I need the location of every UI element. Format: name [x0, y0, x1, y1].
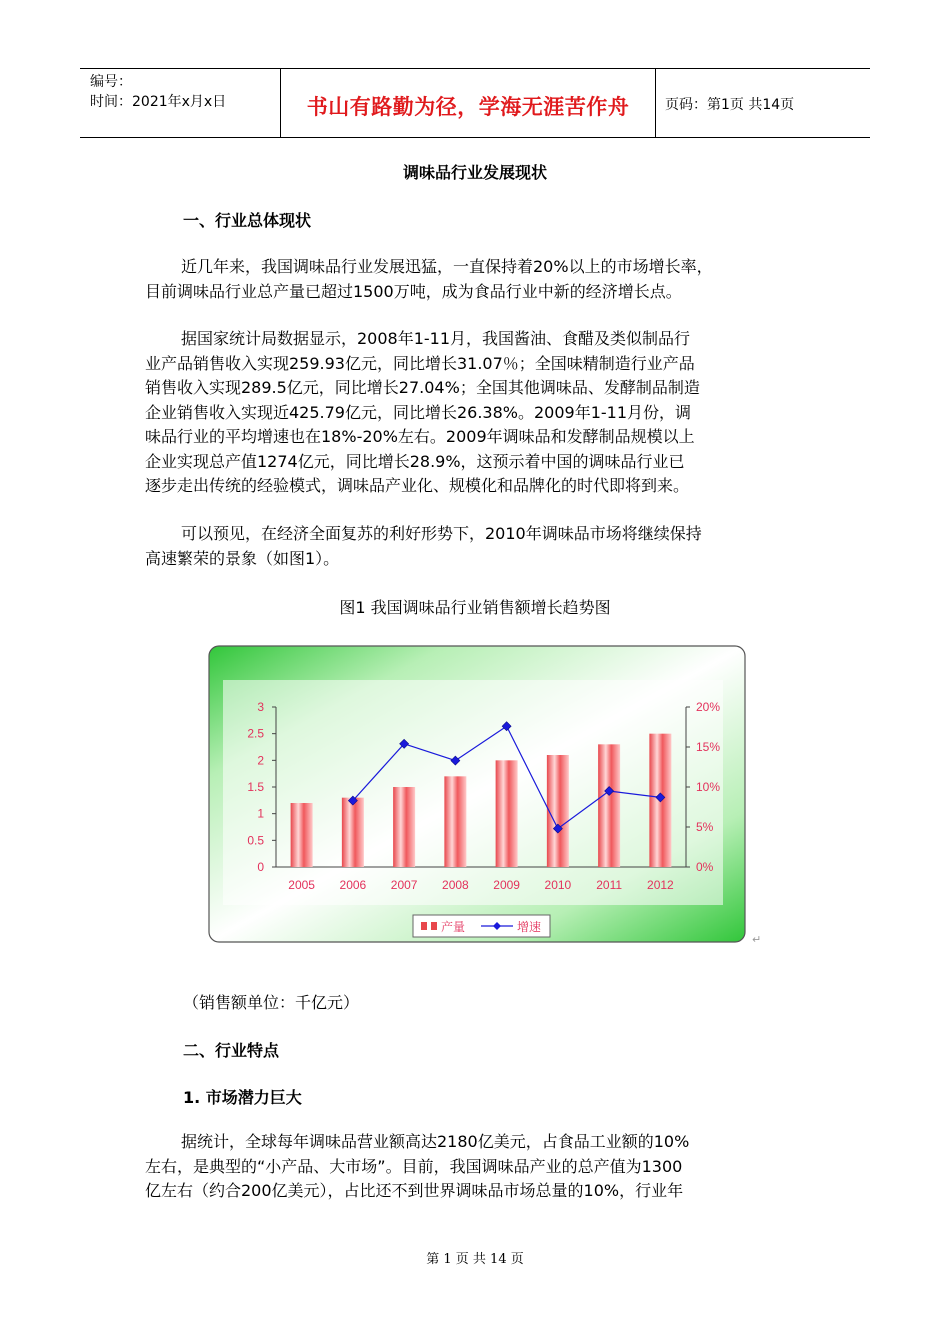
x-tick-label: 2010	[544, 878, 572, 892]
header-left-cell	[80, 69, 280, 137]
x-tick-label: 2008	[442, 878, 469, 892]
section1-paragraph-2	[145, 327, 805, 499]
section2-paragraph-1	[145, 1130, 805, 1204]
section1-heading: 一、行业总体现状	[183, 211, 312, 230]
text-line: 业产品销售收入实现259.93亿元，同比增长31.07％；全国味精制造行业产品	[145, 353, 695, 373]
left-tick-label: 2.5	[247, 726, 264, 741]
plot-backdrop	[223, 680, 723, 905]
x-tick-label: 2009	[493, 878, 520, 892]
text-line: 左右，是典型的“小产品、大市场”。目前，我国调味品产业的总产值为1300	[145, 1156, 683, 1176]
bar-production	[547, 755, 569, 867]
header-right-cell	[655, 69, 870, 137]
unit-note: （销售额单位：千亿元）	[183, 993, 360, 1012]
legend-label-production: 产量	[441, 920, 466, 934]
text-line: 可以预见，在经济全面复苏的利好形势下，2010年调味品市场将继续保持	[181, 524, 702, 543]
legend-swatch-bar-a	[421, 922, 427, 930]
bar-production	[496, 760, 518, 867]
header-middle-cell	[280, 69, 656, 137]
x-tick-label: 2006	[339, 878, 367, 892]
chart-svg	[208, 645, 746, 943]
x-tick-label: 2012	[647, 878, 674, 892]
legend-swatch-bar-b	[431, 922, 437, 930]
bar-production	[444, 776, 466, 867]
text-line: 味品行业的平均增速也在18%-20%左右。2009年调味品和发酵制品规模以上	[145, 427, 695, 446]
page-footer: 第 1 页 共 14 页	[426, 1252, 524, 1267]
right-tick-label: 20%	[696, 700, 721, 714]
bar-production	[291, 803, 313, 867]
x-tick-label: 2007	[390, 878, 418, 892]
left-tick-label: 1.5	[247, 780, 264, 794]
figure-caption: 图1 我国调味品行业销售额增长趋势图	[339, 598, 611, 617]
section1-paragraph-1	[145, 255, 805, 304]
section2-heading: 二、行业特点	[183, 1041, 280, 1060]
document-title: 调味品行业发展现状	[402, 163, 547, 182]
time-label: 时间：2021年x月x日	[90, 94, 227, 110]
right-tick-label: 15%	[696, 740, 721, 754]
sales-growth-chart	[208, 645, 746, 943]
text-line: 销售收入实现289.5亿元，同比增长27.04%；全国其他调味品、发酵制品制造	[145, 378, 700, 397]
left-tick-label: 3	[257, 700, 264, 714]
page-info: 页码：第1页 共14页	[665, 97, 795, 113]
text-line: 据统计，全球每年调味品营业额高达2180亿美元，占食品工业额的10%	[181, 1132, 690, 1151]
bar-production	[393, 787, 415, 867]
left-tick-label: 2	[257, 753, 264, 768]
right-tick-label: 5%	[696, 820, 714, 834]
text-line: 企业实现总产值1274亿元，同比增长28.9%，这预示着中国的调味品行业已	[145, 451, 685, 471]
left-tick-label: 0	[257, 860, 264, 874]
motto-text: 书山有路勤为径，学海无涯苦作舟	[306, 95, 630, 119]
text-line: 近几年来，我国调味品行业发展迅猛，一直保持着20%以上的市场增长率，	[181, 257, 713, 276]
x-tick-label: 2011	[596, 878, 623, 892]
header-table	[80, 68, 870, 138]
text-line: 逐步走出传统的经验模式，调味品产业化、规模化和品牌化的时代即将到来。	[145, 476, 690, 495]
right-tick-label: 0%	[696, 860, 714, 874]
bar-production	[598, 744, 620, 867]
text-line: 目前调味品行业总产量已超过1500万吨，成为食品行业中新的经济增长点。	[145, 281, 682, 301]
text-line: 据国家统计局数据显示，2008年1-11月，我国酱油、食醋及类似制品行	[181, 329, 691, 348]
paragraph-mark: ↵	[752, 933, 762, 946]
left-tick-label: 0.5	[247, 833, 264, 848]
left-tick-label: 1	[257, 806, 264, 821]
text-line: 企业销售收入实现近425.79亿元，同比增长26.38%。2009年1-11月份，调	[145, 402, 692, 422]
text-line: 亿左右（约合200亿美元），占比还不到世界调味品市场总量的10%，行业年	[145, 1181, 684, 1200]
text-line: 高速繁荣的景象（如图1）。	[145, 548, 340, 568]
bar-production	[342, 798, 364, 867]
x-tick-label: 2005	[288, 878, 315, 892]
right-tick-label: 10%	[696, 780, 721, 794]
section1-paragraph-3	[145, 522, 805, 571]
section2-sub1-heading: 1. 市场潜力巨大	[183, 1088, 302, 1107]
number-label: 编号：	[90, 74, 132, 90]
legend-label-growth: 增速	[517, 920, 542, 934]
